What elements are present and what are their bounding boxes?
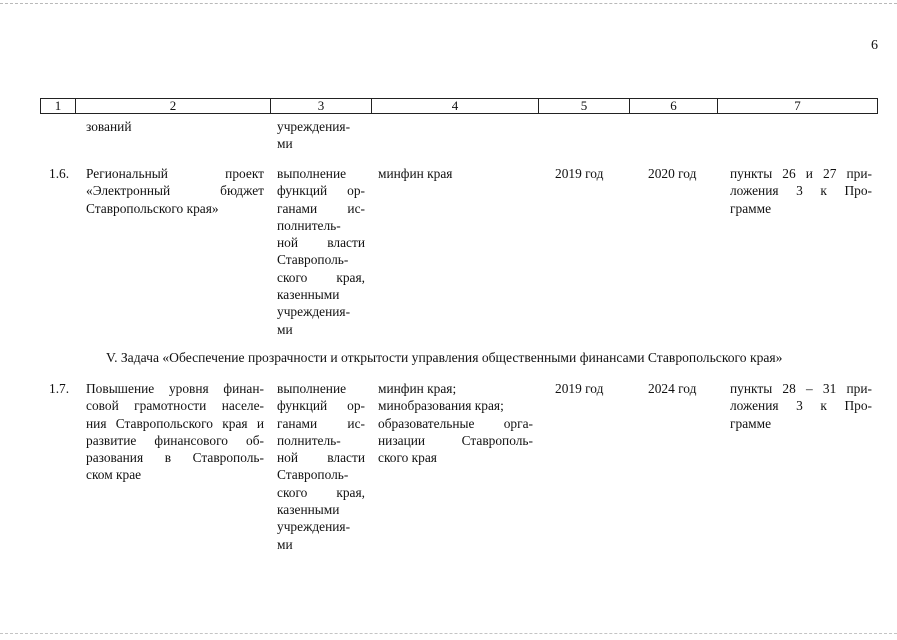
- continued-col3: учреждения- ми: [277, 119, 351, 152]
- row-1-6-number: 1.6.: [49, 166, 70, 181]
- task-heading: V. Задача «Обеспечение прозрачности и открытости управления общественными финансами Ставропольского края»: [106, 350, 783, 365]
- scan-bottom-edge: [0, 633, 897, 634]
- header-col-2: 2: [76, 99, 271, 113]
- row-1-7-executor: выполнение функций ор- ганами ис- полнитель- ной власти Ставрополь- ского края, казенными учреждения- ми: [277, 381, 365, 552]
- header-col-1: 1: [41, 99, 76, 113]
- scan-top-edge: [0, 3, 897, 4]
- row-1-7-end-year: 2024 год: [648, 381, 697, 396]
- header-col-6: 6: [630, 99, 718, 113]
- header-col-7: 7: [794, 98, 801, 113]
- row-1-6-start-year: 2019 год: [555, 166, 604, 181]
- header-col-4: 4: [372, 99, 539, 113]
- row-1-7-measure-name: Повышение уровня финан- совой грамотности населе- ния Ставропольского края и развитие финансового об- разования в Ставрополь- ском крае: [86, 381, 264, 483]
- header-col-5: 5: [539, 99, 630, 113]
- row-1-6-executor: выполнение функций ор- ганами ис- полнитель- ной власти Ставрополь- ского края, казенными учреждения- ми: [277, 166, 365, 337]
- header-col-3: 3: [271, 99, 372, 113]
- page-number: 6: [871, 38, 878, 53]
- row-1-6-project-name: Региональный проект «Электронный бюджет Ставропольского края»: [86, 166, 264, 216]
- row-1-6-responsible: минфин края: [378, 166, 453, 181]
- row-1-7-reference: пункты 28 – 31 при- ложения 3 к Про- грамме: [730, 381, 872, 431]
- table-header-row: [40, 98, 878, 114]
- continued-col2: зований: [86, 119, 132, 134]
- row-1-6-end-year: 2020 год: [648, 166, 697, 181]
- row-1-7-start-year: 2019 год: [555, 381, 604, 396]
- row-1-6-reference: пункты 26 и 27 при- ложения 3 к Про- грамме: [730, 166, 872, 216]
- row-1-7-number: 1.7.: [49, 381, 70, 396]
- row-1-7-responsible: минфин края; минобразования края; образовательные орга- низации Ставрополь- ского края: [378, 381, 533, 466]
